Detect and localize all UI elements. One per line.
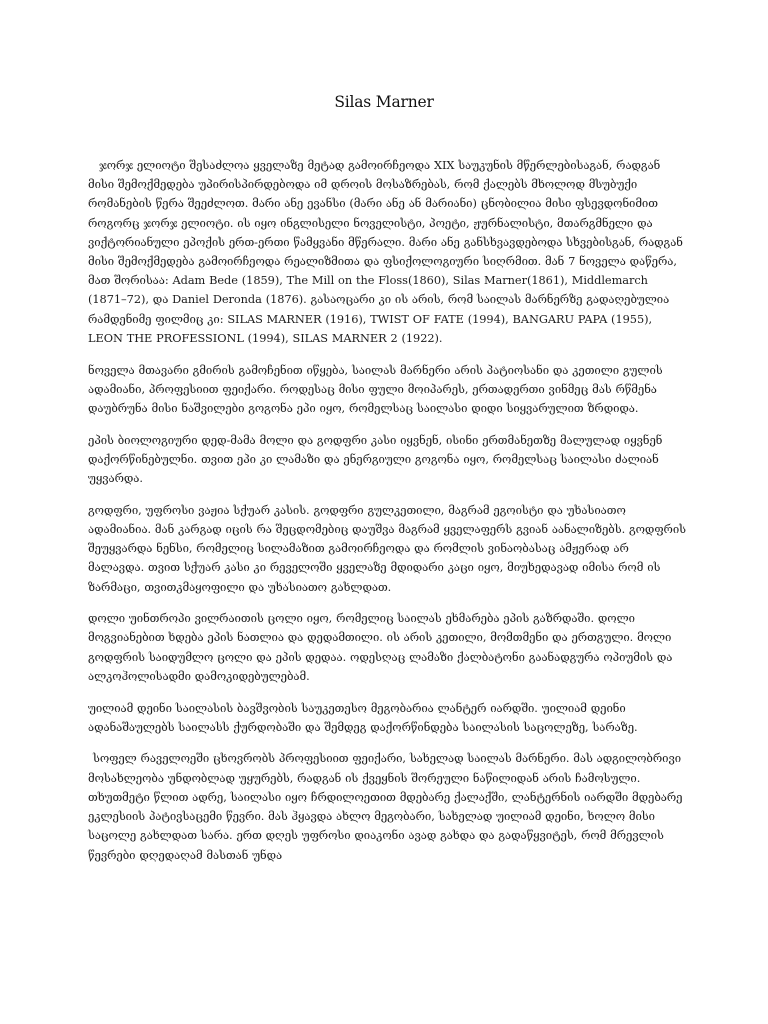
document-title: Silas Marner xyxy=(334,93,434,111)
document-body xyxy=(88,156,688,877)
paragraph-godfrey: გოდფრი, უფროსი ვაჟია სქუარ კასის. გოდფრი გულკეთილი, მაგრამ ეგოისტი და უხასიათო ადამიანია. მან კარგად იცის რა შეცდომებიც დაუშვა მაგრამ ყველაფერს გვიან აანალიზებს. გოდფრის შეუყვარდა ნენსი, რომელიც სილამაზით გამოირჩეოდა და რომლის ვინაობასაც ამჟერად არ მალავდა. თვით სქუარ კასი კი რეველოში ყველაზე მდიდარი კაცი იყო, მიუხედავად იმისა რომ ის ზარმაცი, თვითკმაყოფილი და უხასიათო გახლდათ. xyxy=(88,502,686,594)
paragraph-author-intro: ჯორჯ ელიოტი შესაძლოა ყველაზე მეტად გამოირჩეოდა XIX საუკუნის მწერლებისაგან, რადგან მისი შემოქმედება უპირისპირდებოდა იმ დროის მოსაზრებას, რომ ქალებს მხოლოდ მსუბუქი რომანების წერა შეეძლოთ. მარი ანე ევანსი (მარი ანე ან მარიანი) ცნობილია მისი ფსევდონიმით როგორც ჯორჯ ელიოტი. ის იყო ინგლისელი ნოველისტი, პოეტი, ჟურნალისტი, მთარგმნელი და ვიქტორიანული ეპოქის ერთ-ერთი წამყვანი მწერალი. მარი ანე განსხვავდებოდა სხვებისგან, რადგან მისი შემოქმედება გამოირჩეოდა რეალიზმითა და ფსიქოლოგიური სიღრმით. მან 7 ნოველა დაწერა, მათ შორისაა: Adam Bede (1859), The Mill on the Floss(1860), Silas Marner(1861), Middlemarch (1871–72), და Daniel Deronda (1876). გასაოცარი კი ის არის, რომ საილას მარნერზე გადაღებულია რამდენიმე ფილმიც კი: SILAS MARNER (1916), TWIST OF FATE (1994), BANGARU PAPA (1955), LEON THE PROFESSIONL (1994), SILAS MARNER 2 (1922). xyxy=(88,158,683,345)
paragraph-dolly-winthrop: დოლი უინთროპი ვილრაითის ცოლი იყო, რომელიც საილას ეხმარება ეპის გაზრდაში. დოლი მოგვიანებით ხდება ეპის ნათლია და დედამთილი. ის არის კეთილი, მომთმენი და ერთგული. მოლი გოდფრის საიდუმლო ცოლი და ეპის დედაა. ოდესღაც ლამაზი ქალბატონი გაანადგურა ოპიუმის და ალკოჰოლისადმი დამოკიდებულებამ. xyxy=(88,611,673,683)
paragraph-main-character: ნოველა მთავარი გმირის გამოჩენით იწყება, საილას მარნერი არის პატიოსანი და კეთილი გულის ადამიანი, პროფესიით ფეიქარი. როდესაც მისი ფული მოიპარეს, ერთადერთი ვინმეც მას რწმენა დაუბრუნა მისი ნაშვილები გოგონა ეპი იყო, რომელსაც საილასი დიდი სიყვარულით ზრდიდა. xyxy=(88,362,663,415)
paragraph-william-dane: უილიამ დეინი საილასის ბავშვობის საუკეთესო მეგობარია ლანტერ იარდში. უილიამ დეინი ადანაშაულებს საილასს ქურდობაში და შემდეგ დაქორწინდება საილასის საცოლეზე, სარაზე. xyxy=(88,700,638,734)
paragraph-eppie-parents: ეპის ბიოლოგიური დედ-მამა მოლი და გოდფრი კასი იყვნენ, ისინი ერთმანეთზე მალულად იყვნენ დაქორწინებულნი. თვით ეპი კი ლამაზი და ენერგიული გოგონა იყო, რომელსაც საილასი ძალიან უყვარდა. xyxy=(88,432,663,486)
paragraph-plot-beginning: სოფელ რაველოეში ცხოვრობს პროფესიით ფეიქარი, სახელად საილას მარნერი. მას ადგილობრივი მოსახლეობა უნდობლად უყურებს, რადგან ის ქვეყნის შორეული ნაწილიდან არის ჩამოსული. თხუთმეტი წლით ადრე, საილასი იყო ჩრდილოეთით მდებარე ქალაქში, ლანტერნის იარდში მდებარე ეკლესიის პატივსაცემი წევრი. მას ჰყავდა ახლო მეგობარი, სახელად უილიამ დეინი, ხოლო მისი საცოლე გახლდათ სარა. ერთ დღეს უფროსი დიაკონი ავად გახდა და გადაწყვიტეს, რომ მრევლის წევრები დღედაღამ მასთან უნდა xyxy=(88,751,683,862)
